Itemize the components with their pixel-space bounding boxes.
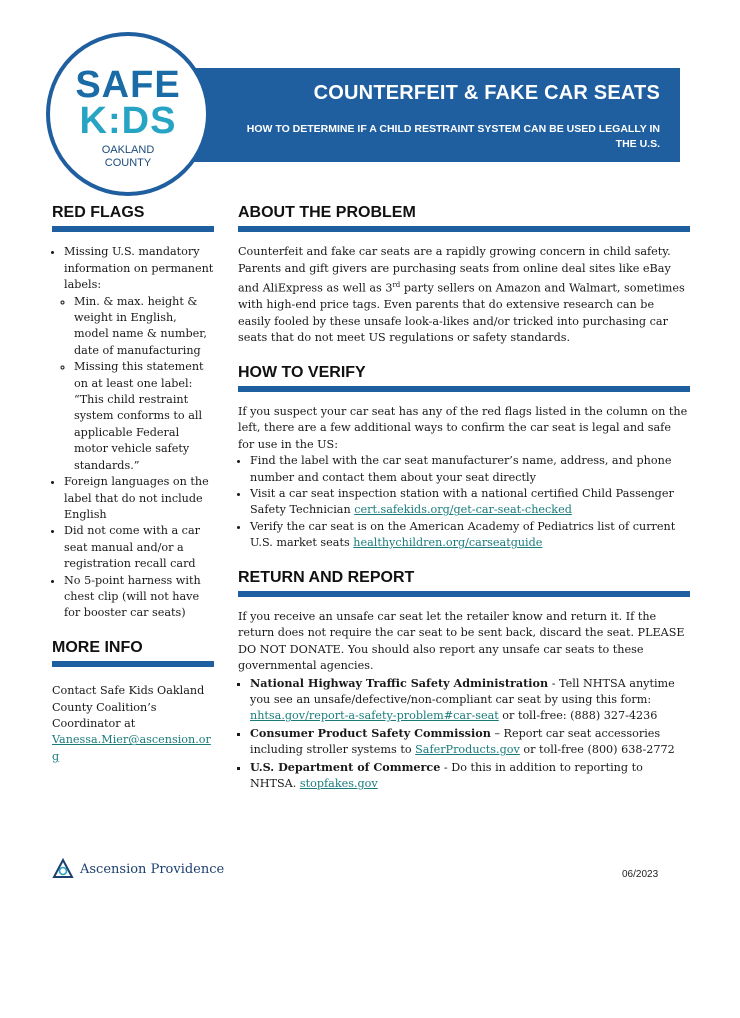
red-flags-heading: RED FLAGS [52, 204, 145, 221]
verify-heading: HOW TO VERIFY [238, 363, 366, 381]
list-item [250, 675, 690, 725]
list-item [250, 725, 690, 759]
logo-kids-text: K:DS [79, 100, 177, 142]
list-item-text: Verify the car seat is on the American Academy of Pediatrics list of current U.S. market seats [250, 519, 676, 550]
report-section [238, 570, 690, 793]
more-info-text: Contact Safe Kids Oakland County Coalition’s Coordinator at [52, 684, 205, 730]
page-title: COUNTERFEIT & FAKE CAR SEATS [313, 82, 660, 104]
list-item-text: - Tell NHTSA anytime you see an unsafe/defective/non-compliant car seat by using this form: [250, 676, 675, 707]
divider [52, 226, 214, 232]
red-flags-list [52, 244, 214, 621]
more-info-heading: MORE INFO [52, 638, 143, 656]
problem-paragraph [238, 244, 690, 346]
list-item-text: – Report car seat accessories including stroller systems to [250, 726, 661, 757]
ascension-brand [52, 858, 224, 880]
problem-heading: ABOUT THE PROBLEM [238, 204, 416, 221]
coordinator-email-link[interactable]: Vanessa.Mier@ascension.org [52, 733, 211, 763]
superscript: rd [392, 281, 401, 290]
logo-county: COUNTY [104, 157, 152, 169]
page-subtitle: HOW TO DETERMINE IF A CHILD RESTRAINT SYSTEM CAN BE USED LEGALLY IN THE U.S. [246, 123, 660, 150]
list-item-text: - Do this in addition to reporting to NHTSA. [250, 760, 643, 791]
report-intro: If you receive an unsafe car seat let the retailer know and return it. If the return does not require the car seat to be sent back, discard the seat. PLEASE DO NOT DONATE. You should also report any unsafe car seats to these governmental agencies. [238, 610, 685, 673]
problem-text-2: party sellers on Amazon and Walmart, sometimes with high-end price tags. Even parents that do extensive research can be easily fooled by these unsafe look-a-likes and/or tricked into purchasing car seats that do not meet US regulations or safety standards. [238, 281, 685, 345]
list-item-text: Visit a car seat inspection station with a national certified Child Passenger Safety Technician [250, 487, 674, 517]
logo-oakland: OAKLAND [101, 144, 155, 156]
list-item: ◦ Missing this statement on at least one label: “This child restraint system conforms to all applicable Federal motor vehicle safety standards.” [74, 359, 214, 474]
list-item: • Foreign languages on the label that do not include English [64, 474, 214, 523]
title-banner [160, 68, 680, 162]
list-item [250, 759, 690, 793]
list-item: • No 5-point harness with chest clip (will not have for booster car seats) [64, 573, 214, 622]
list-item-text: Missing U.S. mandatory information on permanent labels: [64, 245, 214, 292]
ascension-logo-icon [52, 858, 74, 880]
verify-intro: If you suspect your car seat has any of the red flags listed in the column on the left, there are a few additional ways to confirm the car seat is legal and safe for use in the US: [238, 404, 688, 451]
healthychildren-link[interactable]: healthychildren.org/carseatguide [353, 536, 543, 550]
phone-text: or toll-free: (888) 327-4236 [498, 709, 658, 723]
safe-kids-logo [46, 32, 210, 196]
divider [238, 226, 690, 232]
logo-safe-text: SAFE [75, 64, 181, 106]
agency-name: National Highway Traffic Safety Administration [250, 675, 549, 690]
list-item: • Did not come with a car seat manual and/or a registration recall card [64, 523, 214, 572]
report-list [238, 675, 690, 793]
stopfakes-link[interactable]: stopfakes.gov [299, 777, 378, 791]
divider [52, 661, 214, 667]
phone-text: or toll-free (800) 638-2772 [519, 743, 675, 757]
divider [238, 386, 690, 392]
verify-list [238, 453, 690, 551]
logo-county-text [50, 144, 206, 170]
list-item [64, 244, 214, 474]
brand-name: Ascension Providence [80, 861, 225, 877]
list-item [250, 519, 690, 552]
left-column [52, 205, 214, 765]
safekids-link[interactable]: cert.safekids.org/get-car-seat-checked [354, 503, 572, 517]
agency-name: Consumer Product Safety Commission [250, 725, 491, 740]
list-item [250, 486, 690, 519]
report-heading: RETURN AND REPORT [238, 568, 415, 586]
divider [238, 591, 690, 597]
problem-section [238, 205, 690, 347]
verify-section [238, 365, 690, 552]
list-item: ◦ Min. & max. height & weight in English, model name & number, date of manufacturing [74, 294, 214, 360]
saferproducts-link[interactable]: SaferProducts.gov [415, 743, 520, 757]
list-item: • Find the label with the car seat manufacturer’s name, address, and phone number and contact them about your seat directly [250, 453, 690, 486]
nhtsa-link[interactable]: nhtsa.gov/report-a-safety-problem#car-seat [250, 709, 499, 723]
date-stamp: 06/2023 [622, 869, 659, 880]
problem-text-1: Counterfeit and fake car seats are a rapidly growing concern in child safety. Parents and gift givers are purchasing seats from online deal sites like eBay and AliExpress as well as 3 [238, 245, 671, 295]
main-column [238, 205, 690, 811]
agency-name: U.S. Department of Commerce [250, 759, 441, 774]
